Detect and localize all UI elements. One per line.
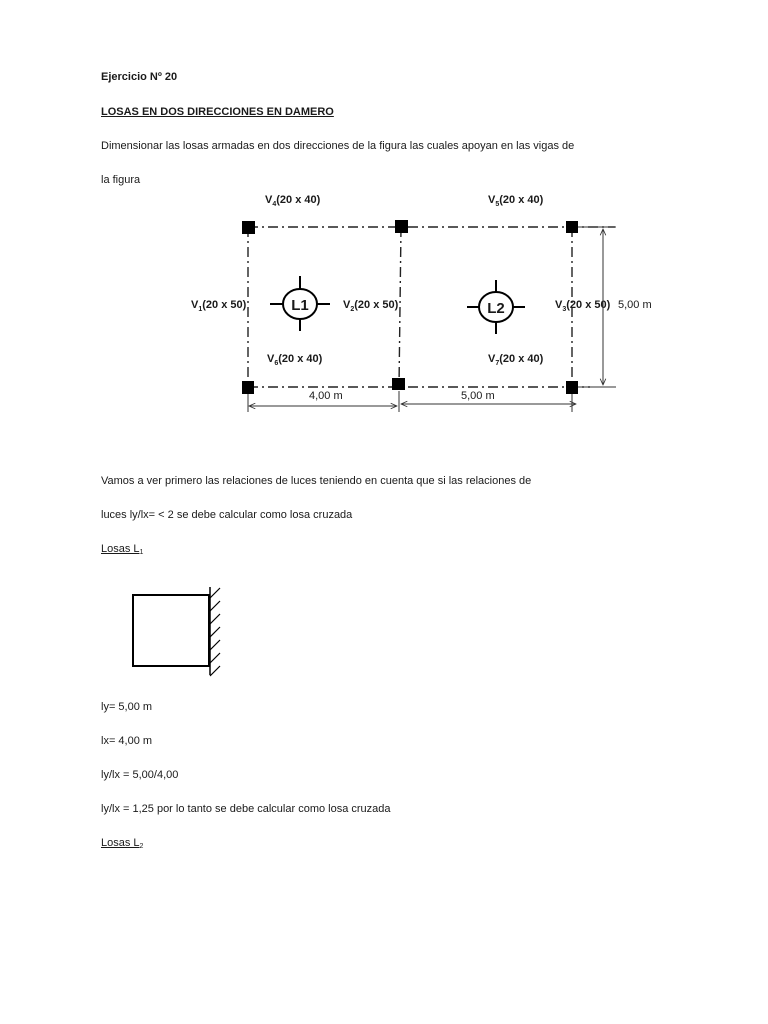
beam-label-v6: $V_6(20$ x 40) [267, 353, 323, 367]
slab-l1-symbol [270, 276, 330, 331]
beam-label-v7: $V_7(20$ x 40) [488, 353, 544, 367]
column-top-middle [395, 220, 408, 233]
beam-label-v2: $V_2(20$ x 50) [343, 299, 399, 313]
slab-l1-support-sketch [133, 587, 220, 676]
column-top-right [566, 221, 578, 233]
exercise-title: Ejercicio Nº 20 [101, 71, 178, 83]
column-bottom-middle [392, 378, 405, 390]
dimension-spans [248, 391, 576, 412]
ly-value: ly= 5,00 m [101, 701, 153, 713]
column-bottom-right [566, 381, 578, 394]
dimension-span2-label: 5,00 m [461, 390, 495, 402]
lx-value: lx= 4,00 m [101, 735, 153, 747]
relations-line-1: Vamos a ver primero las relaciones de luces teniendo en cuenta que si las relaciones de [101, 475, 532, 487]
slab-l2-symbol [467, 280, 525, 334]
intro-line-2: la figura [101, 174, 141, 186]
intro-line-1: Dimensionar las losas armadas en dos direcciones de la figura las cuales apoyan en las vigas de [101, 140, 575, 152]
section-title: LOSAS EN DOS DIRECCIONES EN DAMERO [101, 106, 334, 118]
dimension-height-label: 5,00 m [618, 299, 652, 311]
slab-l1-label: L1 [291, 297, 309, 314]
dimension-span1-label: 4,00 m [309, 390, 343, 402]
relations-line-2: luces ly/lx= < 2 se debe calcular como losa cruzada [101, 509, 353, 521]
losa1-heading: Losas $L_1$ [101, 543, 144, 556]
beam-label-v1: $V_1(20$ x 50) [191, 299, 247, 313]
beam-axis-middle [399, 227, 401, 387]
column-bottom-left [242, 381, 254, 394]
beam-label-v3: $V_3(20$ x 50) [555, 299, 611, 313]
ratio-result: ly/lx = 1,25 por lo tanto se debe calcular como losa cruzada [101, 803, 391, 815]
beam-label-v4: $V_4(20$ x 40) [265, 194, 321, 208]
column-top-left [242, 221, 255, 234]
slab-l2-label: L2 [487, 300, 505, 317]
ratio-expression: ly/lx = 5,00/4,00 [101, 769, 179, 781]
beam-label-v5: $V_5(20$ x 40) [488, 194, 544, 208]
losa2-heading: Losas $L_2$ [101, 837, 144, 850]
